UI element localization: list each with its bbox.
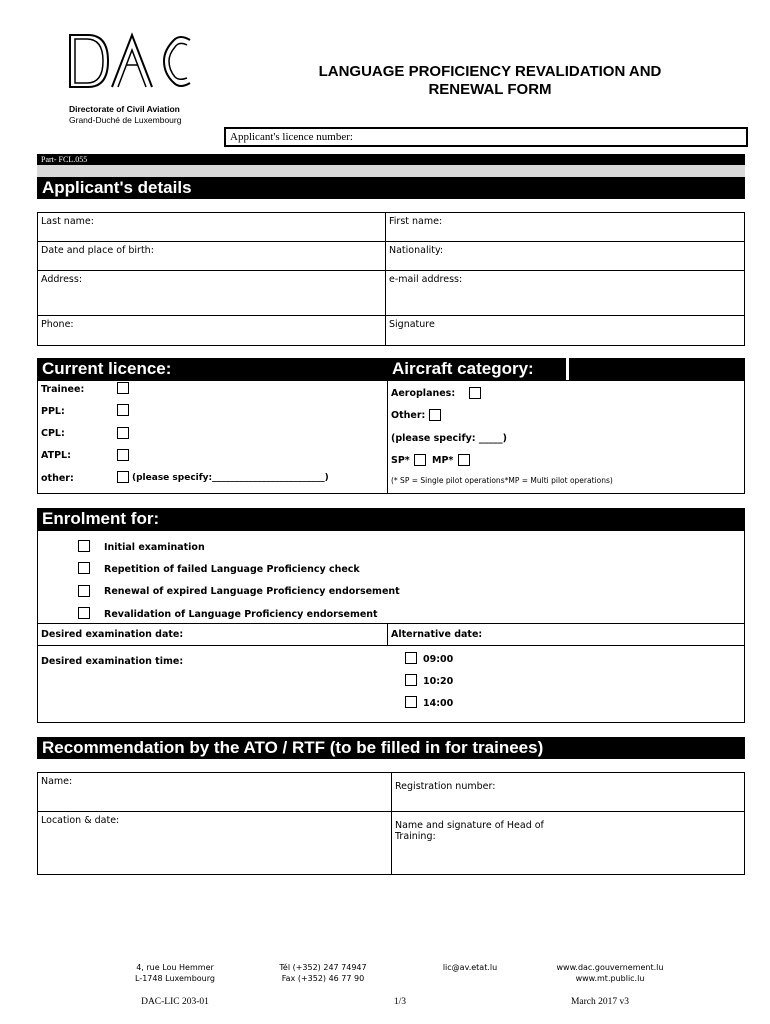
other-licence-checkbox[interactable] — [117, 471, 129, 483]
first-name-field[interactable] — [386, 213, 745, 242]
mp-label: MP* — [432, 455, 454, 466]
desired-time-label: Desired examination time: — [41, 656, 184, 667]
initial-exam-checkbox[interactable] — [78, 540, 90, 552]
form-title: LANGUAGE PROFICIENCY REVALIDATION AND RENEWAL FORM — [318, 63, 662, 98]
option-initial: Initial examination — [104, 542, 205, 553]
trainee-checkbox[interactable] — [117, 382, 129, 394]
nationality-label: Nationality: — [389, 245, 444, 256]
option-repetition: Repetition of failed Language Proficiency check — [104, 564, 360, 575]
head-training-label-1: Name and signature of Head of — [395, 820, 544, 831]
footer-phone: Tél (+352) 247 74947 Fax (+352) 46 77 90 — [279, 963, 367, 983]
email-field[interactable] — [386, 271, 745, 316]
aeroplanes-label: Aeroplanes: — [391, 388, 456, 399]
footer-email: lic@av.etat.lu — [442, 963, 498, 972]
grey-strip — [37, 165, 745, 177]
first-name-label: First name: — [389, 216, 443, 227]
aircraft-specify[interactable]: (please specify: _____) — [391, 433, 507, 444]
address-label: Address: — [41, 274, 83, 285]
dac-logo — [68, 32, 192, 90]
ppl-label: PPL: — [41, 406, 65, 417]
sp-label: SP* — [391, 455, 410, 466]
mp-checkbox[interactable] — [458, 454, 470, 466]
section-licence-heading: Current licence: — [37, 358, 387, 380]
section-applicant-heading: Applicant's details — [37, 177, 745, 199]
option-renewal: Renewal of expired Language Proficiency endorsement — [104, 586, 400, 597]
doc-id: DAC-LIC 203-01 — [141, 997, 209, 1007]
head-training-field[interactable] — [392, 812, 745, 875]
sp-mp-note: (* SP = Single pilot operations*MP = Multi pilot operations) — [391, 476, 613, 485]
alt-date-label[interactable]: Alternative date: — [391, 629, 483, 640]
licence-number-label: Applicant's licence number: — [230, 131, 353, 143]
other-aircraft-label: Other: — [391, 410, 426, 421]
address-field[interactable] — [38, 271, 386, 316]
renewal-checkbox[interactable] — [78, 585, 90, 597]
date-divider — [387, 623, 388, 645]
org-name: Directorate of Civil Aviation — [69, 104, 180, 114]
footer-address: 4, rue Lou Hemmer L-1748 Luxembourg — [135, 963, 215, 983]
registration-label: Registration number: — [395, 781, 496, 792]
other-aircraft-checkbox[interactable] — [429, 409, 441, 421]
registration-field[interactable] — [392, 773, 745, 812]
enrolment-box — [37, 530, 745, 723]
cpl-label: CPL: — [41, 428, 65, 439]
section-aircraft-heading: Aircraft category: — [387, 358, 566, 380]
dob-label: Date and place of birth: — [41, 245, 154, 256]
trainee-label: Trainee: — [41, 384, 85, 395]
atpl-checkbox[interactable] — [117, 449, 129, 461]
other-licence-label: other: — [41, 473, 74, 484]
last-name-label: Last name: — [41, 216, 94, 227]
head-training-label-2: Training: — [395, 831, 436, 842]
ato-name-label: Name: — [41, 776, 73, 787]
aeroplanes-checkbox[interactable] — [469, 387, 481, 399]
recommendation-table — [37, 772, 745, 875]
time-1020-checkbox[interactable] — [405, 674, 417, 686]
cpl-checkbox[interactable] — [117, 427, 129, 439]
location-date-field[interactable] — [38, 812, 392, 875]
signature-field[interactable] — [386, 316, 745, 346]
atpl-label: ATPL: — [41, 450, 71, 461]
section-enrolment-heading: Enrolment for: — [37, 508, 745, 530]
time-1020-label: 10:20 — [423, 676, 454, 687]
signature-label: Signature — [389, 319, 435, 330]
enrolment-divider-2 — [37, 645, 745, 646]
email-label: e-mail address: — [389, 274, 463, 285]
applicant-table — [37, 212, 745, 346]
ato-name-field[interactable] — [38, 773, 392, 812]
org-subtitle: Grand-Duché de Luxembourg — [69, 115, 182, 125]
part-label: Part- FCL.055 — [37, 154, 745, 165]
nationality-field[interactable] — [386, 242, 745, 271]
revalidation-checkbox[interactable] — [78, 607, 90, 619]
desired-date-label[interactable]: Desired examination date: — [41, 629, 184, 640]
licence-divider — [387, 380, 388, 494]
phone-field[interactable] — [38, 316, 386, 346]
version: March 2017 v3 — [570, 997, 630, 1007]
time-0900-label: 09:00 — [423, 654, 454, 665]
time-0900-checkbox[interactable] — [405, 652, 417, 664]
heading-filler — [569, 358, 745, 380]
phone-label: Phone: — [41, 319, 74, 330]
other-licence-specify[interactable]: (please specify:_________________________) — [132, 473, 329, 483]
sp-checkbox[interactable] — [414, 454, 426, 466]
dob-field[interactable] — [38, 242, 386, 271]
section-recommendation-heading: Recommendation by the ATO / RTF (to be filled in for trainees) — [37, 737, 745, 759]
ppl-checkbox[interactable] — [117, 404, 129, 416]
page-number: 1/3 — [393, 997, 407, 1007]
time-1400-label: 14:00 — [423, 698, 454, 709]
last-name-field[interactable] — [38, 213, 386, 242]
enrolment-divider-1 — [37, 623, 745, 624]
time-1400-checkbox[interactable] — [405, 696, 417, 708]
repetition-checkbox[interactable] — [78, 562, 90, 574]
option-revalidation: Revalidation of Language Proficiency endorsement — [104, 609, 378, 620]
location-date-label: Location & date: — [41, 815, 120, 826]
footer-website: www.dac.gouvernement.lu www.mt.public.lu — [556, 963, 664, 983]
licence-number-field[interactable] — [224, 127, 748, 147]
